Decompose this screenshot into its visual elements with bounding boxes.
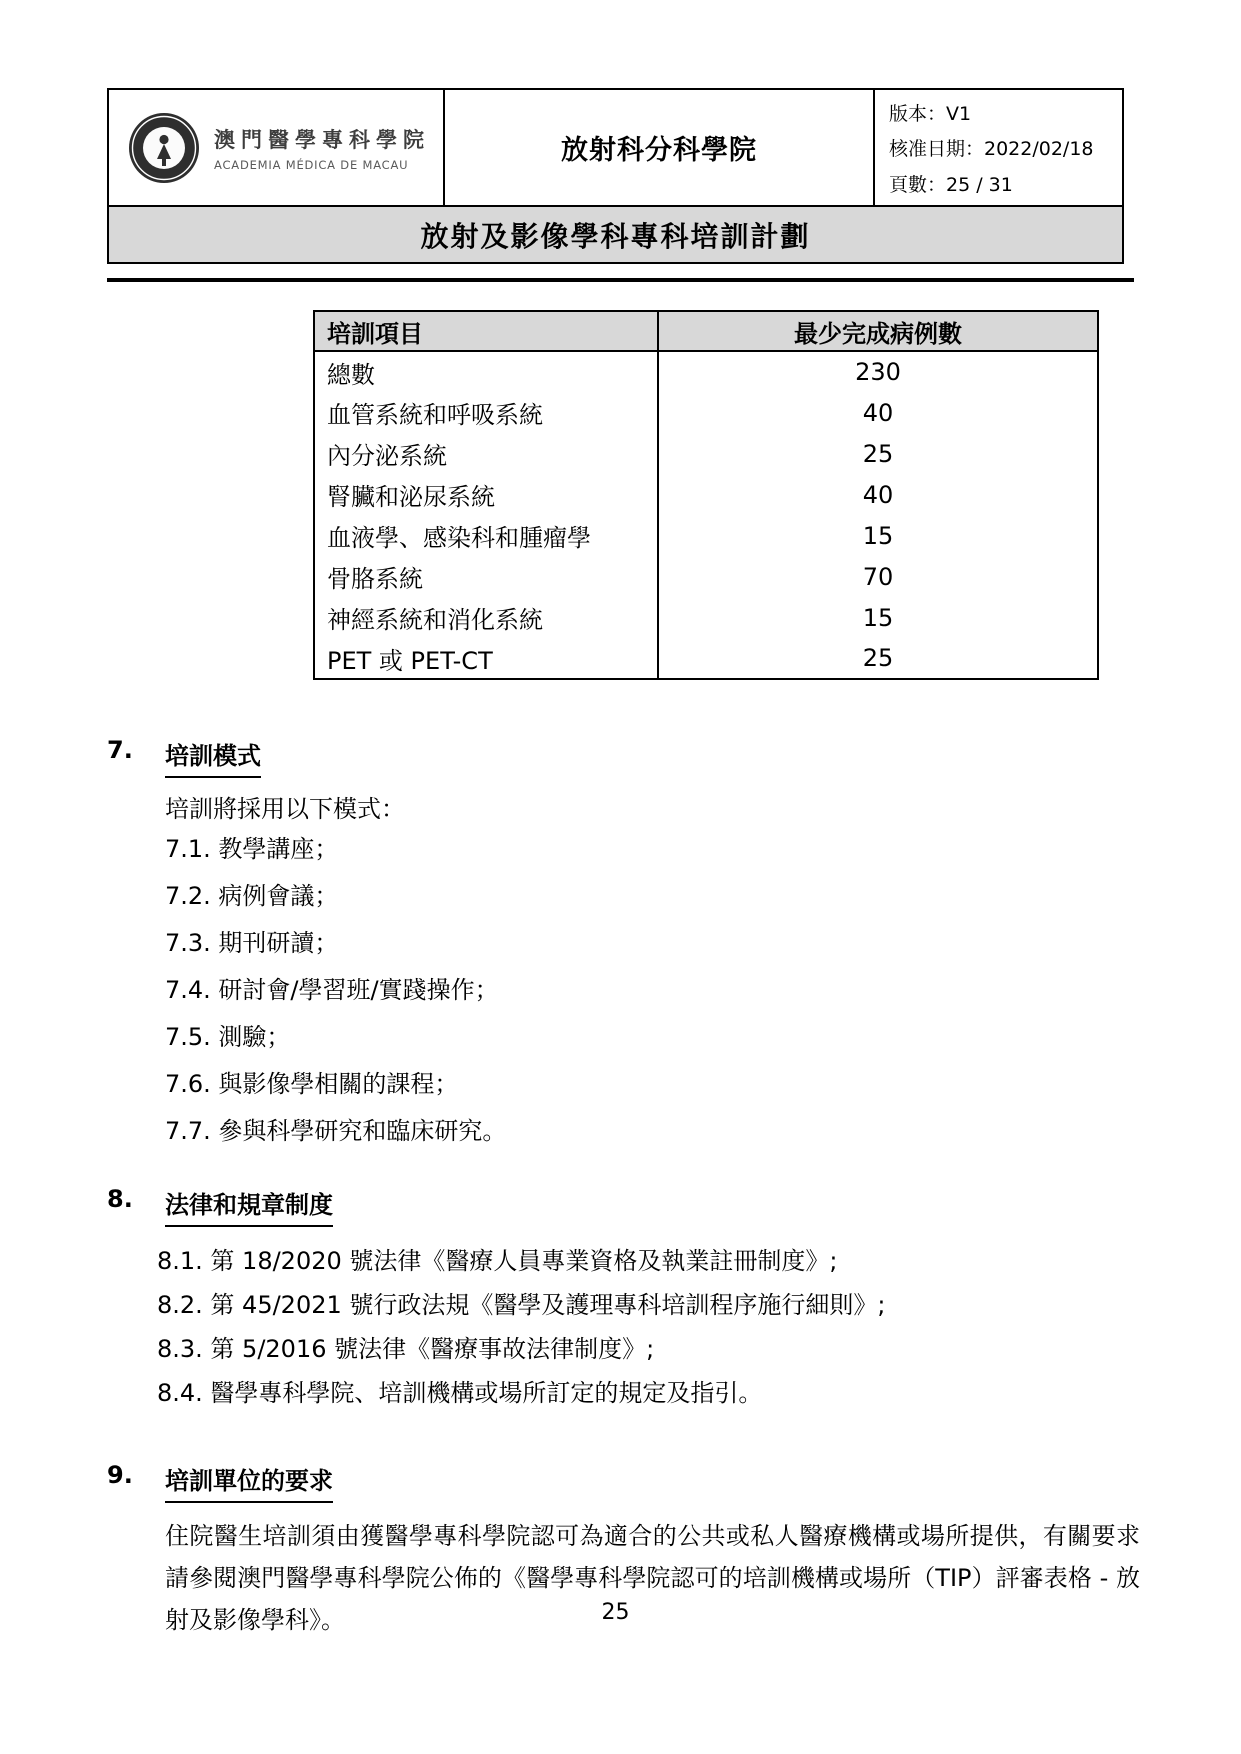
list-item: 7.3. 期刊研讀； (165, 929, 339, 957)
training-item-cell: 腎臟和泌尿系統 (314, 474, 658, 515)
section-title: 培訓模式 (165, 736, 261, 778)
logo-cell (109, 90, 445, 205)
list-item: 8.2. 第 45/2021 號行政法規《醫學及護理專科培訓程序施行細則》; (157, 1291, 886, 1319)
academy-logo-text (214, 124, 430, 172)
section-body (165, 792, 1124, 1155)
training-item-cell: 血液學、感染科和腫瘤學 (314, 515, 658, 556)
table-row (314, 433, 1098, 474)
case-count-cell: 25 (862, 439, 894, 468)
table-row (314, 392, 1098, 433)
training-item-cell: 血管系統和呼吸系統 (314, 392, 658, 433)
case-count-cell: 70 (862, 562, 894, 591)
section-paragraph: 住院醫生培訓須由獲醫學專科學院認可為適合的公共或私人醫療機構或場所提供，有關要求請參閱澳門醫學專科學院公佈的《醫學專科學院認可的培訓機構或場所（TIP）評審表格 - 放射及影像學科》。 (165, 1522, 1140, 1634)
case-requirements-table (313, 310, 1099, 680)
table-row (314, 351, 1098, 392)
list-item: 7.7. 參與科學研究和臨床研究。 (165, 1117, 507, 1145)
table-row (314, 474, 1098, 515)
table-header-item: 培訓項目 (314, 311, 658, 351)
academy-name-zh: 澳門醫學專科學院 (214, 126, 430, 152)
section-heading (107, 1461, 1124, 1503)
case-count-cell: 25 (862, 644, 894, 672)
list-item: 8.4. 醫學專科學院、培訓機構或場所訂定的規定及指引。 (157, 1379, 763, 1407)
page-number: 25 (601, 1600, 630, 1625)
section-heading (107, 736, 1124, 778)
college-name: 放射科分科學院 (445, 90, 875, 205)
section-number: 7. (107, 736, 133, 764)
header-box (107, 88, 1124, 264)
table-row (314, 556, 1098, 597)
table-header-row (314, 311, 1098, 351)
meta-cell (875, 90, 1122, 205)
list-item: 8.1. 第 18/2020 號法律《醫療人員專業資格及執業註冊制度》; (157, 1247, 838, 1275)
section-title: 法律和規章制度 (165, 1185, 333, 1227)
case-count-cell: 40 (862, 480, 894, 509)
academy-seal-icon (127, 111, 201, 185)
table-row (314, 597, 1098, 638)
header-divider-rule (107, 278, 1134, 282)
list-item: 7.6. 與影像學相關的課程； (165, 1070, 459, 1098)
training-item-cell: PET 或 PET-CT (314, 638, 658, 679)
header-top-row (109, 90, 1122, 205)
version-line: 版本：V1 (889, 102, 972, 125)
section-number: 9. (107, 1461, 133, 1489)
document-title-bar: 放射及影像學科專科培訓計劃 (109, 205, 1122, 262)
section-training-mode (107, 736, 1124, 1155)
training-item-cell: 總數 (314, 351, 658, 392)
table-row (314, 638, 1098, 679)
table-header-count: 最少完成病例數 (658, 311, 1098, 351)
section-heading (107, 1185, 1124, 1227)
section-intro: 培訓將採用以下模式： (165, 795, 405, 823)
section-number: 8. (107, 1185, 133, 1213)
training-item-cell: 內分泌系統 (314, 433, 658, 474)
training-item-cell: 骨胳系統 (314, 556, 658, 597)
case-count-cell: 15 (862, 603, 894, 632)
case-count-cell: 230 (855, 358, 901, 386)
approval-date-line: 核准日期：2022/02/18 (889, 138, 1094, 160)
list-item: 7.5. 測驗； (165, 1023, 291, 1051)
case-count-cell: 15 (862, 521, 894, 550)
case-count-cell: 40 (862, 398, 894, 427)
academy-name-en: ACADEMIA MÉDICA DE MACAU (214, 157, 409, 172)
list-item: 8.3. 第 5/2016 號法律《醫療事故法律制度》; (157, 1335, 655, 1363)
list-item: 7.4. 研討會/學習班/實踐操作； (165, 976, 499, 1004)
section-laws (107, 1185, 1124, 1415)
page-count-line: 頁數：25 / 31 (889, 173, 1013, 196)
training-item-cell: 神經系統和消化系統 (314, 597, 658, 638)
table-row (314, 515, 1098, 556)
list-item: 7.2. 病例會議； (165, 882, 339, 910)
section-title: 培訓單位的要求 (165, 1461, 333, 1503)
section-body (157, 1239, 1124, 1415)
list-item: 7.1. 教學講座； (165, 835, 339, 863)
